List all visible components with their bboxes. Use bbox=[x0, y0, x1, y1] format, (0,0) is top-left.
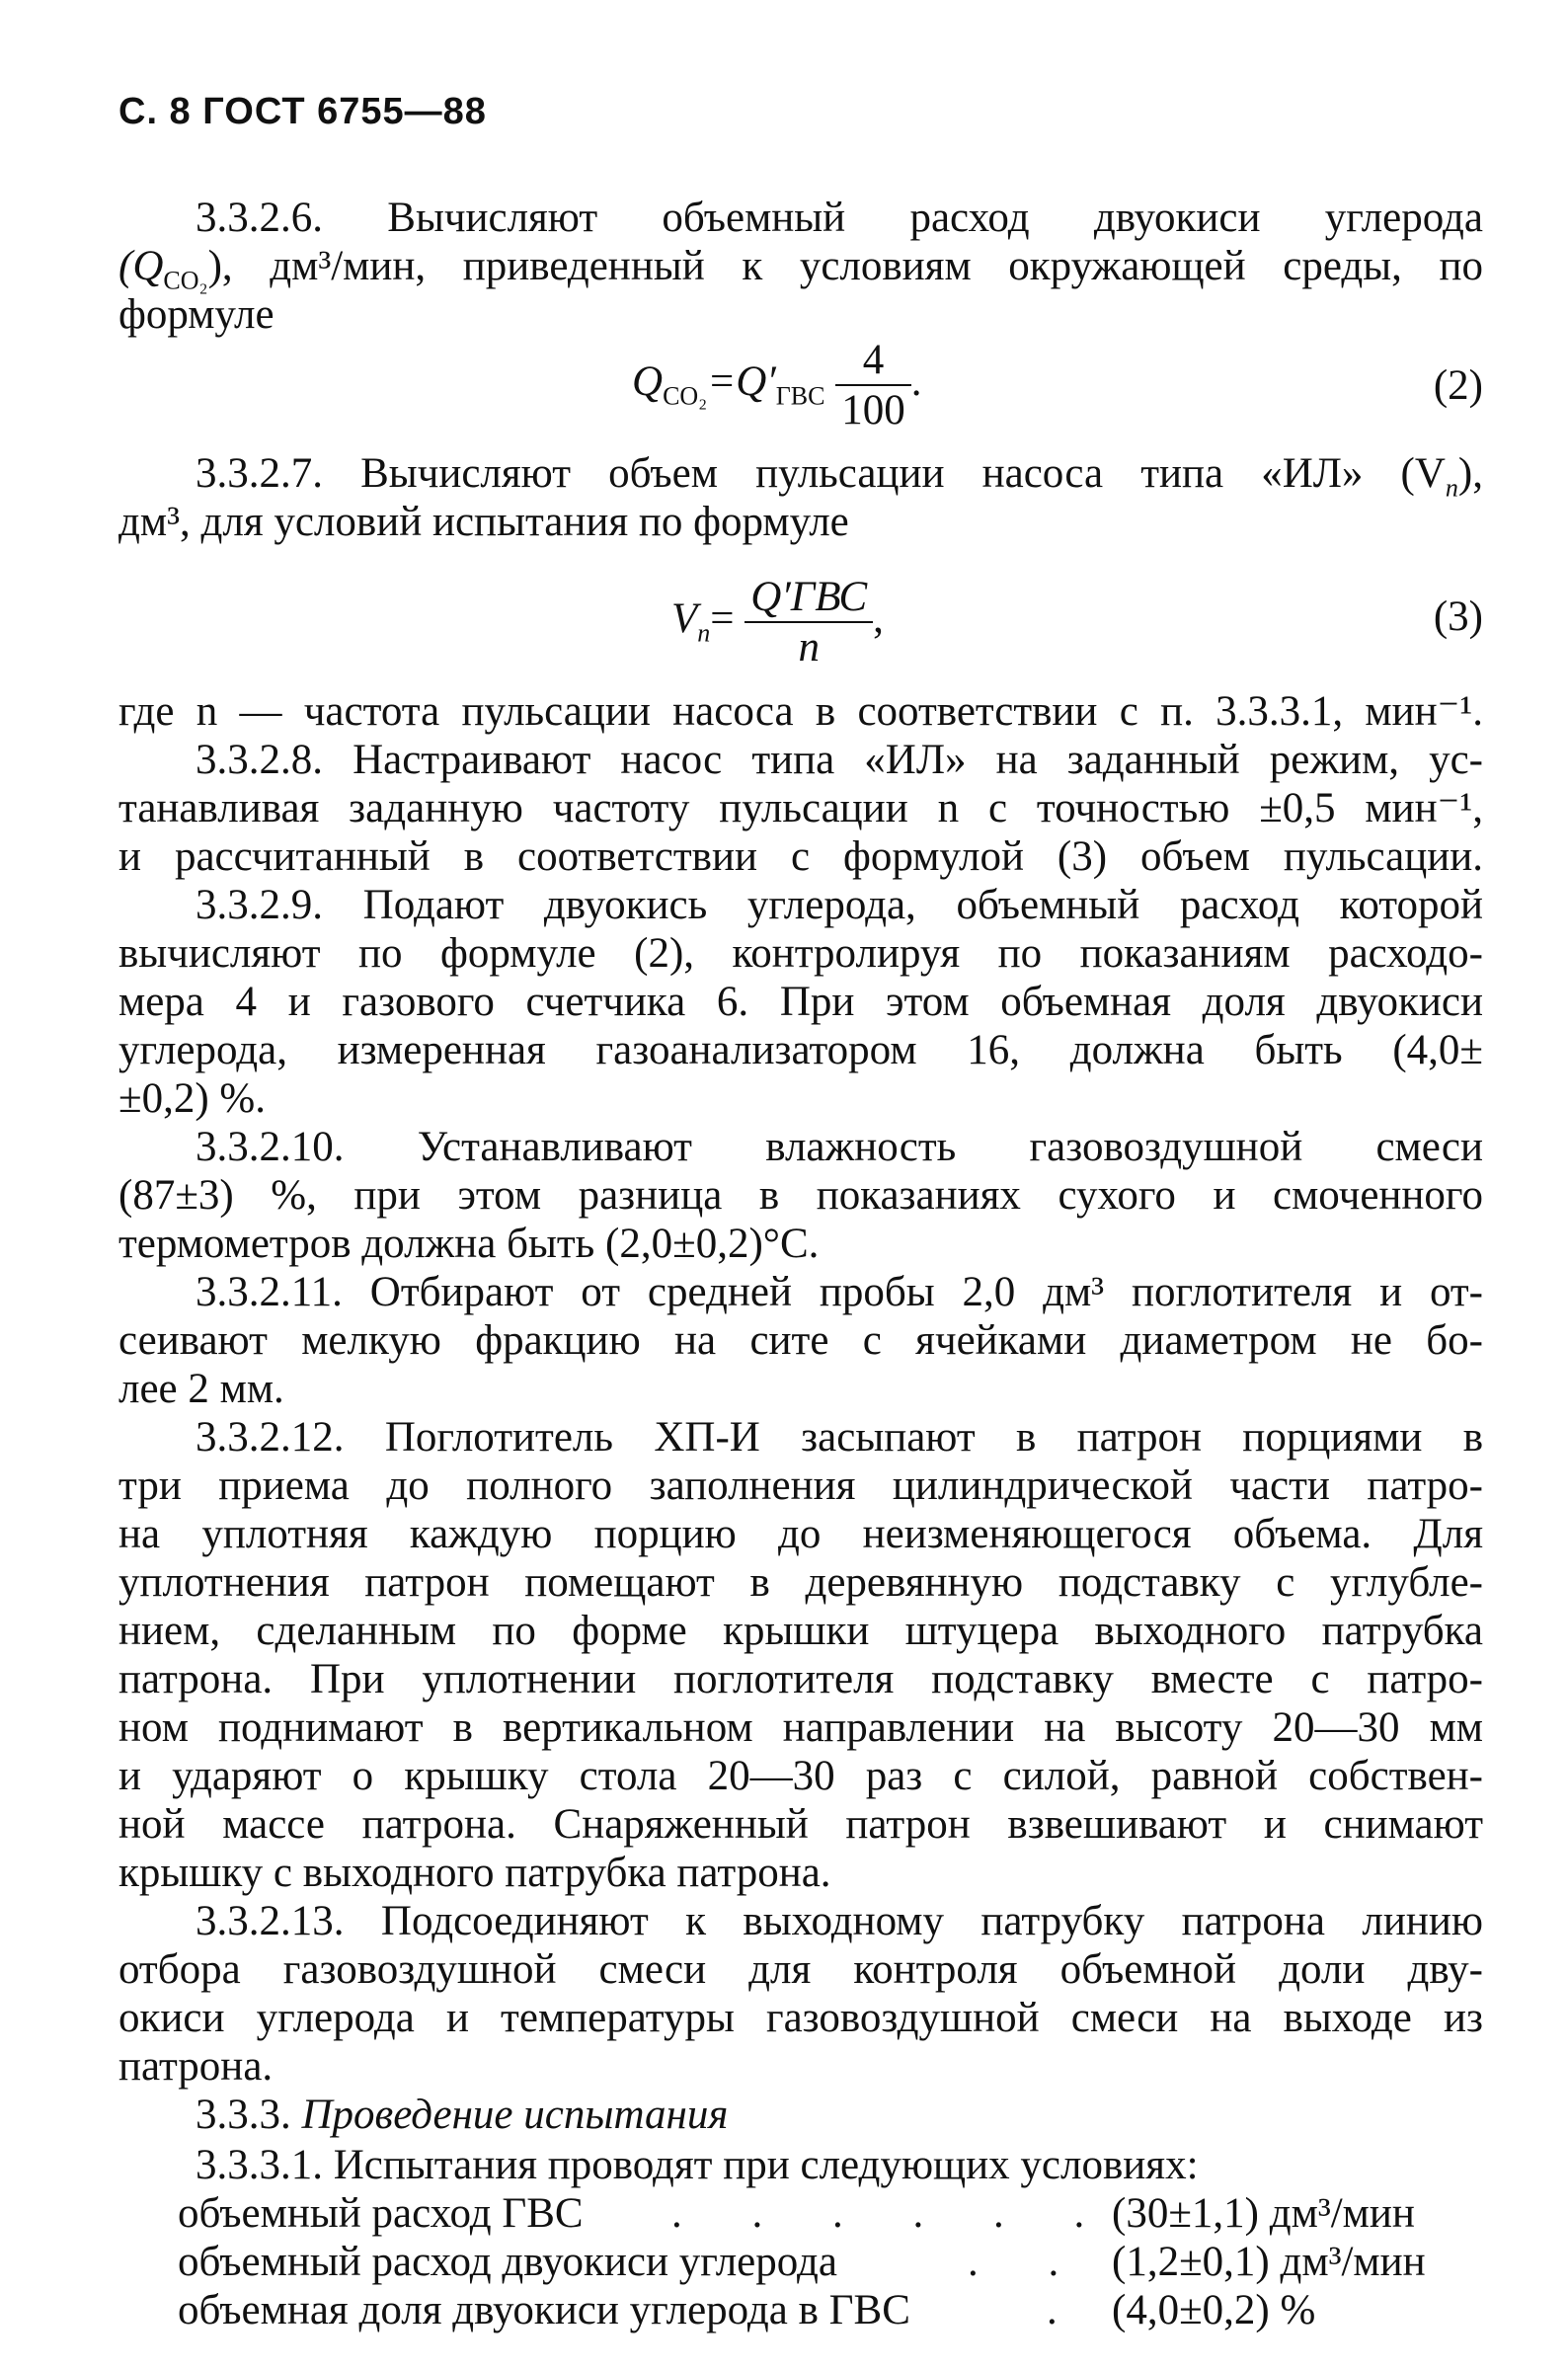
paragraph-3-3-2-12-line2: три приема до полного заполнения цилиндрической части патро- bbox=[118, 1462, 1483, 1509]
formula-3: $V_n=$ $\frac{\text{Q′ГВС}}{n}$ , bbox=[671, 574, 884, 671]
page-header: С. 8 ГОСТ 6755—88 bbox=[118, 91, 487, 132]
formula-3-fraction: $\frac{\text{Q′ГВС}}{n}$ bbox=[745, 573, 873, 672]
paragraph-3-3-2-12-line10: крышку с выходного патрубка патрона. bbox=[118, 1850, 831, 1896]
paragraph-3-3-2-11-line1: 3.3.2.11. Отбирают от средней пробы 2,0 дм³ поглотителя и от- bbox=[196, 1269, 1483, 1315]
paragraph-3-3-2-12-line3: на уплотняя каждую порцию до неизменяющегося объема. Для bbox=[118, 1511, 1483, 1557]
section-3-3-3-heading: 3.3.3. Проведение испытания bbox=[196, 2092, 729, 2138]
paragraph-3-3-3-1: 3.3.3.1. Испытания проводят при следующих условиях: bbox=[196, 2142, 1199, 2188]
paragraph-3-3-2-6-line3: формуле bbox=[118, 291, 274, 338]
paragraph-3-3-2-12-line8: и ударяют о крышку стола 20—30 раз с силой, равной собствен- bbox=[118, 1753, 1483, 1799]
paragraph-3-3-2-6-line1: 3.3.2.6. Вычисляют объемный расход двуокиси углерода bbox=[196, 195, 1483, 241]
paragraph-3-3-2-12-line6: патрона. При уплотнении поглотителя подставку вместе с патро- bbox=[118, 1656, 1483, 1702]
paragraph-3-3-2-8-line3: и рассчитанный в соответствии с формулой (3) объем пульсации. bbox=[118, 833, 1483, 880]
paragraph-3-3-2-7-line1: 3.3.2.7. Вычисляют объем пульсации насоса типа «ИЛ» $(V_n)$, bbox=[196, 450, 1483, 503]
paragraph-3-3-2-11-line2: сеивают мелкую фракцию на сите с ячейками диаметром не бо- bbox=[118, 1317, 1483, 1364]
paragraph-3-3-2-9-line2: вычисляют по формуле (2), контролируя по показаниям расходо- bbox=[118, 930, 1483, 977]
paragraph-3-3-2-10-line3: термометров должна быть (2,0±0,2)°С. bbox=[118, 1221, 820, 1267]
document-page: С. 8 ГОСТ 6755—88 3.3.2.6. Вычисляют объемный расход двуокиси углерода $(Q_{CO_2})$, дм³/мин, приведенный к условиям окружающей среды, по формуле $Q_{CO_2}=Q'_{ГВС}$ $\frac{4}{100}$ . (2) 3.3.2.7. Вычисляют объем пульсации насоса типа «ИЛ» $(V_n)$, дм³, для условий испытания по формуле $V_n=$ $\frac{\text{Q′ГВС}}{n}$ , (3) где n — частота пульсации насоса в соответствии с п. 3.3.3.1, мин⁻¹. 3.3.2.8. Настраивают насос типа «ИЛ» на заданный режим, ус- танавливая заданную частоту пульсации n с точностью ±0,5 мин⁻¹, и рассчитанный в соответствии с формулой (3) объем пульсации. 3.3.2.9. Подают двуокись углерода, объемный расход которой вычисляют по формуле (2), контролируя по показаниям расходо- мера 4 и газового счетчика 6. При этом объемная доля двуокиси углерода, измеренная газоанализатором 16, должна быть (4,0± ±0,2) %. 3.3.2.10. Устанавливают влажность газовоздушной смеси (87±3) %, при этом разница в показаниях сухого и смоченного термометров должна быть (2,0±0,2)°С. 3.3.2.11. Отбирают от средней пробы 2,0 дм³ поглотителя и от- сеивают мелкую фракцию на сите с ячейками диаметром не бо- лее 2 мм. 3.3.2.12. Поглотитель ХП-И засыпают в патрон порциями в три приема до полного заполнения цилиндрической части патро- на уплотняя каждую порцию до неизменяющегося объема. Для уплотнения патрон помещают в деревянную подставку с углубле- нием, сделанным по форме крышки штуцера выходного патрубка патрона. При уплотнении поглотителя подставку вместе с патро- ном поднимают в вертикальном направлении на высоту 20—30 мм и ударяют о крышку стола 20—30 раз с силой, равной собствен- ной массе патрона. Снаряженный патрон взвешивают и снимают крышку с выходного патрубка патрона. 3.3.2.13. Подсоединяют к выходному патрубку патрона линию отбора газовоздушной смеси для контроля объемной доли дву- окиси углерода и температуры газовоздушной смеси на выходе из патрона. 3.3.3. Проведение испытания 3.3.3.1. Испытания проводят при следующих условиях: объемный расход ГВС . . . . . . (30±1,1) дм³/мин объемный расход двуокиси углерода . . (1,2±0,1) дм³/мин объемная доля двуокиси углерода в ГВС . (4,0±0,2) % bbox=[118, 91, 1483, 2333]
formula-2-fraction: $\frac{4}{100}$ bbox=[835, 336, 911, 434]
paragraph-3-3-2-13-line1: 3.3.2.13. Подсоединяют к выходному патрубку патрона линию bbox=[196, 1898, 1483, 1944]
paragraph-3-3-2-9-line4: углерода, измеренная газоанализатором 16, должна быть (4,0± bbox=[118, 1027, 1483, 1073]
paragraph-3-3-2-9-line3: мера 4 и газового счетчика 6. При этом объемная доля двуокиси bbox=[118, 979, 1483, 1025]
formula-2-number: (2) bbox=[1433, 362, 1483, 409]
paragraph-3-3-2-8-line1: 3.3.2.8. Настраивают насос типа «ИЛ» на заданный режим, ус- bbox=[196, 737, 1483, 783]
paragraph-3-3-2-13-line2: отбора газовоздушной смеси для контроля объемной доли дву- bbox=[118, 1946, 1483, 1993]
paragraph-3-3-2-12-line7: ном поднимают в вертикальном направлении на высоту 20—30 мм bbox=[118, 1704, 1483, 1751]
paragraph-3-3-2-13-line4: патрона. bbox=[118, 2043, 274, 2090]
paragraph-3-3-2-6-line2: $(Q_{CO_2})$, дм³/мин, приведенный к условиям окружающей среды, по bbox=[118, 243, 1483, 295]
formula-2: $Q_{CO_2}=Q'_{ГВС}$ $\frac{4}{100}$ . bbox=[632, 337, 922, 434]
paragraph-3-3-2-13-line3: окиси углерода и температуры газовоздушной смеси на выходе из bbox=[118, 1995, 1483, 2041]
paragraph-3-3-2-11-line3: лее 2 мм. bbox=[118, 1366, 284, 1412]
paragraph-3-3-2-9-line1: 3.3.2.9. Подают двуокись углерода, объемный расход которой bbox=[196, 882, 1483, 928]
paragraph-3-3-2-10-line2: (87±3) %, при этом разница в показаниях сухого и смоченного bbox=[118, 1172, 1483, 1219]
formula-3-number: (3) bbox=[1433, 593, 1483, 640]
where-clause: где n — частота пульсации насоса в соответствии с п. 3.3.3.1, мин⁻¹. bbox=[118, 688, 1483, 735]
paragraph-3-3-2-12-line9: ной массе патрона. Снаряженный патрон взвешивают и снимают bbox=[118, 1801, 1483, 1848]
paragraph-3-3-2-12-line4: уплотнения патрон помещают в деревянную подставку с углубле- bbox=[118, 1559, 1483, 1606]
paragraph-3-3-2-12-line5: нием, сделанным по форме крышки штуцера выходного патрубка bbox=[118, 1608, 1483, 1654]
paragraph-3-3-2-7-line2: дм³, для условий испытания по формуле bbox=[118, 499, 849, 545]
paragraph-3-3-2-12-line1: 3.3.2.12. Поглотитель ХП-И засыпают в патрон порциями в bbox=[196, 1414, 1483, 1461]
paragraph-3-3-2-9-line5: ±0,2) %. bbox=[118, 1075, 266, 1122]
paragraph-3-3-2-10-line1: 3.3.2.10. Устанавливают влажность газовоздушной смеси bbox=[196, 1124, 1483, 1170]
paragraph-3-3-2-8-line2: танавливая заданную частоту пульсации n с точностью ±0,5 мин⁻¹, bbox=[118, 785, 1483, 831]
